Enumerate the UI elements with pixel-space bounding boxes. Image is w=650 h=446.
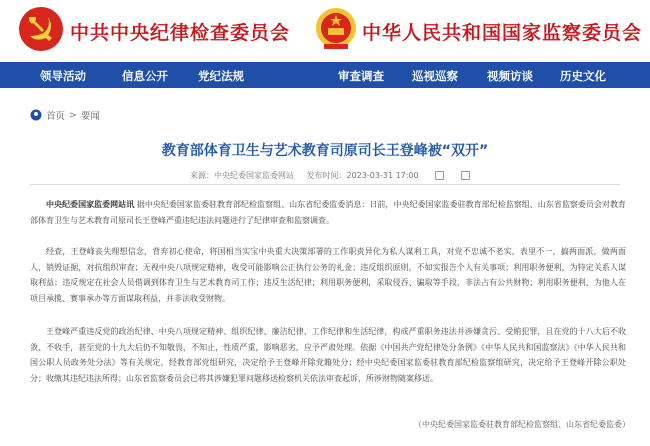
breadcrumb bbox=[30, 108, 100, 122]
cpc-ccdi-title: 中共中央纪律检查委员会 bbox=[70, 22, 291, 44]
nav-party-rules[interactable]: 党纪法规 bbox=[198, 69, 244, 83]
article-paragraph-3: 王登峰严重违反党的政治纪律、中央八项规定精神、组织纪律、廉洁纪律、工作纪律和生活纪律，构成严重职务违法并涉嫌贪污、受贿犯罪，且在党的十八大后不收敛、不收手，甚至党的十九大后仍不知敬畏，不知止，性质严重，影响恶劣，应予严肃处理。依据《中国共产党纪律处分条例》《中华人民共和国监察法》《中华人民共和国公职人员政务处分法》等有关规定，经教育部党组研究，决定给予王登峰开除党籍处分；经中央纪委国家监委驻教育部纪检监察组研究，决定给予王登峰开除公职处分；收缴其违纪违法所得；山东省监察委员会已将其涉嫌犯罪问题移送检察机关依法审查起诉，所涉财物随案移送。 bbox=[30, 327, 626, 383]
breadcrumb-home[interactable]: 首页 bbox=[46, 111, 66, 122]
print-icon[interactable] bbox=[435, 171, 444, 180]
national-emblem-icon bbox=[314, 6, 358, 52]
site-header bbox=[0, 0, 650, 62]
article-title: 教育部体育卫生与艺术教育司原司长王登峰被“双开” bbox=[161, 143, 489, 159]
nav-info-disclosure[interactable]: 信息公开 bbox=[122, 69, 168, 83]
article-paragraph-2: 经查，王登峰丧失理想信念，背弃初心使命，将国相当实宝中央重大决策部署的工作职责异化为私人谋利工具，对党不忠诚不老实，表里不一，搞两面派，做两面人，销毁证据，对抗组织审查；无视中央八项规定精神，收受可能影响公正执行公务的礼金；违反组织原则，不如实报告个人有关事项；利用职务便利，为特定关系人谋取利益；违反规定在社会人员借调到体育卫生与艺术教育司工作；违反生活纪律；利用职务便利，采取侵吞、骗取等手段，非法占有公共财物；利用职务便利，为他人在项目承揽、赛事承办等方面谋取利益，并非法收受财物。 bbox=[30, 247, 626, 303]
paragraph-1-text: 据中央纪委国家监委驻教育部纪检监察组、山东省纪委监委消息：日前，中央纪委国家监委驻教育部纪检监察组、山东省监察委员会对教育部体育卫生与艺术教育司原司长王登峰严重违纪违法问题进行了纪律审查和监察调查。 bbox=[30, 200, 627, 225]
nav-history-culture[interactable]: 历史文化 bbox=[560, 69, 606, 83]
article-paragraph-1 bbox=[30, 197, 626, 228]
nav-video-interviews[interactable]: 视频访谈 bbox=[487, 69, 533, 83]
divider bbox=[30, 184, 620, 185]
lead-source: 中央纪委国家监委网站讯 bbox=[46, 200, 135, 209]
main-nav bbox=[0, 62, 650, 88]
article-footer-source: （中央纪委国家监委驻教育部纪检监察组、山东省纪委监委） bbox=[414, 420, 630, 429]
location-pin-icon bbox=[30, 109, 42, 121]
article-meta bbox=[190, 170, 480, 181]
nsc-title: 中华人民共和国国家监察委员会 bbox=[362, 22, 643, 44]
nav-leadership[interactable]: 领导活动 bbox=[40, 69, 86, 83]
breadcrumb-separator: > bbox=[69, 109, 77, 121]
breadcrumb-section[interactable]: 要闻 bbox=[80, 111, 100, 122]
article-time: 发布时间：2023-03-31 17:00 bbox=[306, 171, 419, 180]
party-emblem-icon bbox=[18, 6, 64, 52]
nav-review-investigation[interactable]: 审查调查 bbox=[338, 69, 384, 83]
share-icon[interactable] bbox=[461, 171, 470, 180]
nav-inspection-tours[interactable]: 巡视巡察 bbox=[412, 69, 458, 83]
article-source: 来源：中央纪委国家监委网站 bbox=[190, 171, 294, 180]
